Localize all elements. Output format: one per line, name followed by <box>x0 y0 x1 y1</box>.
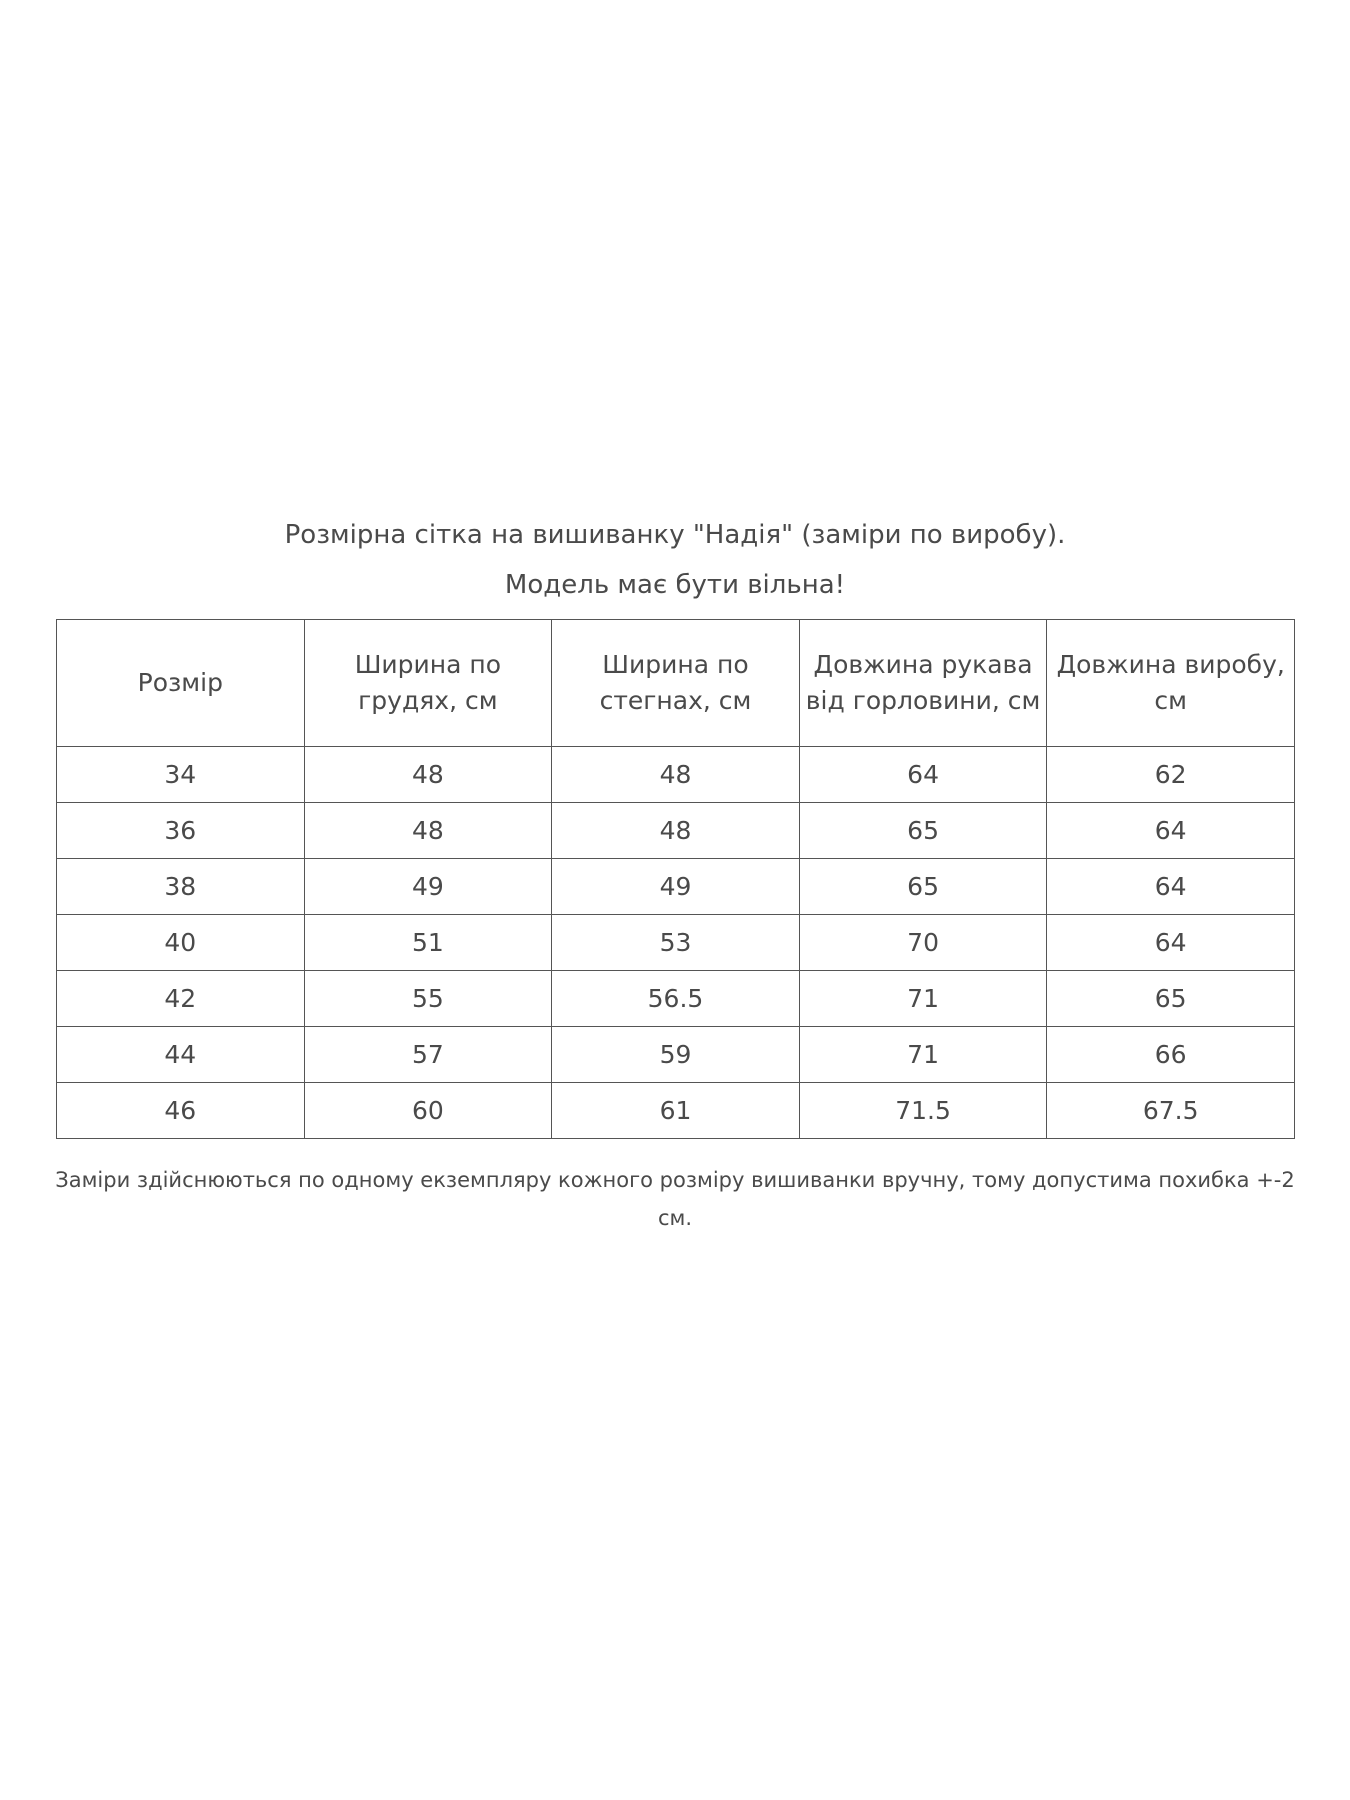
cell-chest-width: 55 <box>304 971 552 1027</box>
cell-chest-width: 57 <box>304 1027 552 1083</box>
table-row <box>57 1083 1295 1139</box>
cell-garment-length: 65 <box>1047 971 1295 1027</box>
cell-sleeve-length: 71 <box>799 1027 1047 1083</box>
cell-hip-width: 61 <box>552 1083 800 1139</box>
cell-hip-width: 59 <box>552 1027 800 1083</box>
cell-hip-width: 48 <box>552 747 800 803</box>
cell-sleeve-length: 65 <box>799 859 1047 915</box>
cell-size: 40 <box>57 915 305 971</box>
cell-garment-length: 67.5 <box>1047 1083 1295 1139</box>
table-row <box>57 747 1295 803</box>
table-row <box>57 859 1295 915</box>
cell-garment-length: 62 <box>1047 747 1295 803</box>
table-row <box>57 971 1295 1027</box>
header-sleeve-length: Довжина рукава від горловини, см <box>799 620 1047 747</box>
cell-size: 42 <box>57 971 305 1027</box>
cell-garment-length: 64 <box>1047 803 1295 859</box>
cell-hip-width: 48 <box>552 803 800 859</box>
cell-chest-width: 48 <box>304 803 552 859</box>
table-row <box>57 915 1295 971</box>
header-size: Розмір <box>57 620 305 747</box>
cell-size: 38 <box>57 859 305 915</box>
cell-sleeve-length: 64 <box>799 747 1047 803</box>
cell-chest-width: 49 <box>304 859 552 915</box>
cell-sleeve-length: 71 <box>799 971 1047 1027</box>
header-chest-width: Ширина по грудях, см <box>304 620 552 747</box>
cell-size: 34 <box>57 747 305 803</box>
cell-sleeve-length: 65 <box>799 803 1047 859</box>
page-title: Розмірна сітка на вишиванку "Надія" (заміри по виробу). <box>284 520 1066 550</box>
cell-sleeve-length: 70 <box>799 915 1047 971</box>
cell-size: 36 <box>57 803 305 859</box>
cell-chest-width: 60 <box>304 1083 552 1139</box>
table-header <box>57 620 1295 747</box>
size-chart-table <box>56 619 1295 1139</box>
cell-hip-width: 49 <box>552 859 800 915</box>
table-header-row <box>57 620 1295 747</box>
cell-sleeve-length: 71.5 <box>799 1083 1047 1139</box>
cell-size: 46 <box>57 1083 305 1139</box>
header-garment-length: Довжина виробу, см <box>1047 620 1295 747</box>
cell-garment-length: 64 <box>1047 915 1295 971</box>
cell-garment-length: 64 <box>1047 859 1295 915</box>
cell-size: 44 <box>57 1027 305 1083</box>
table-row <box>57 1027 1295 1083</box>
cell-garment-length: 66 <box>1047 1027 1295 1083</box>
cell-hip-width: 56.5 <box>552 971 800 1027</box>
measurement-note: Заміри здійснюються по одному екземпляру кожного розміру вишиванки вручну, тому допустима похибка +-2 см. <box>55 1168 1295 1230</box>
page-subtitle: Модель має бути вільна! <box>504 570 846 600</box>
table-body <box>57 747 1295 1139</box>
cell-chest-width: 48 <box>304 747 552 803</box>
cell-hip-width: 53 <box>552 915 800 971</box>
table-row <box>57 803 1295 859</box>
header-hip-width: Ширина по стегнах, см <box>552 620 800 747</box>
cell-chest-width: 51 <box>304 915 552 971</box>
